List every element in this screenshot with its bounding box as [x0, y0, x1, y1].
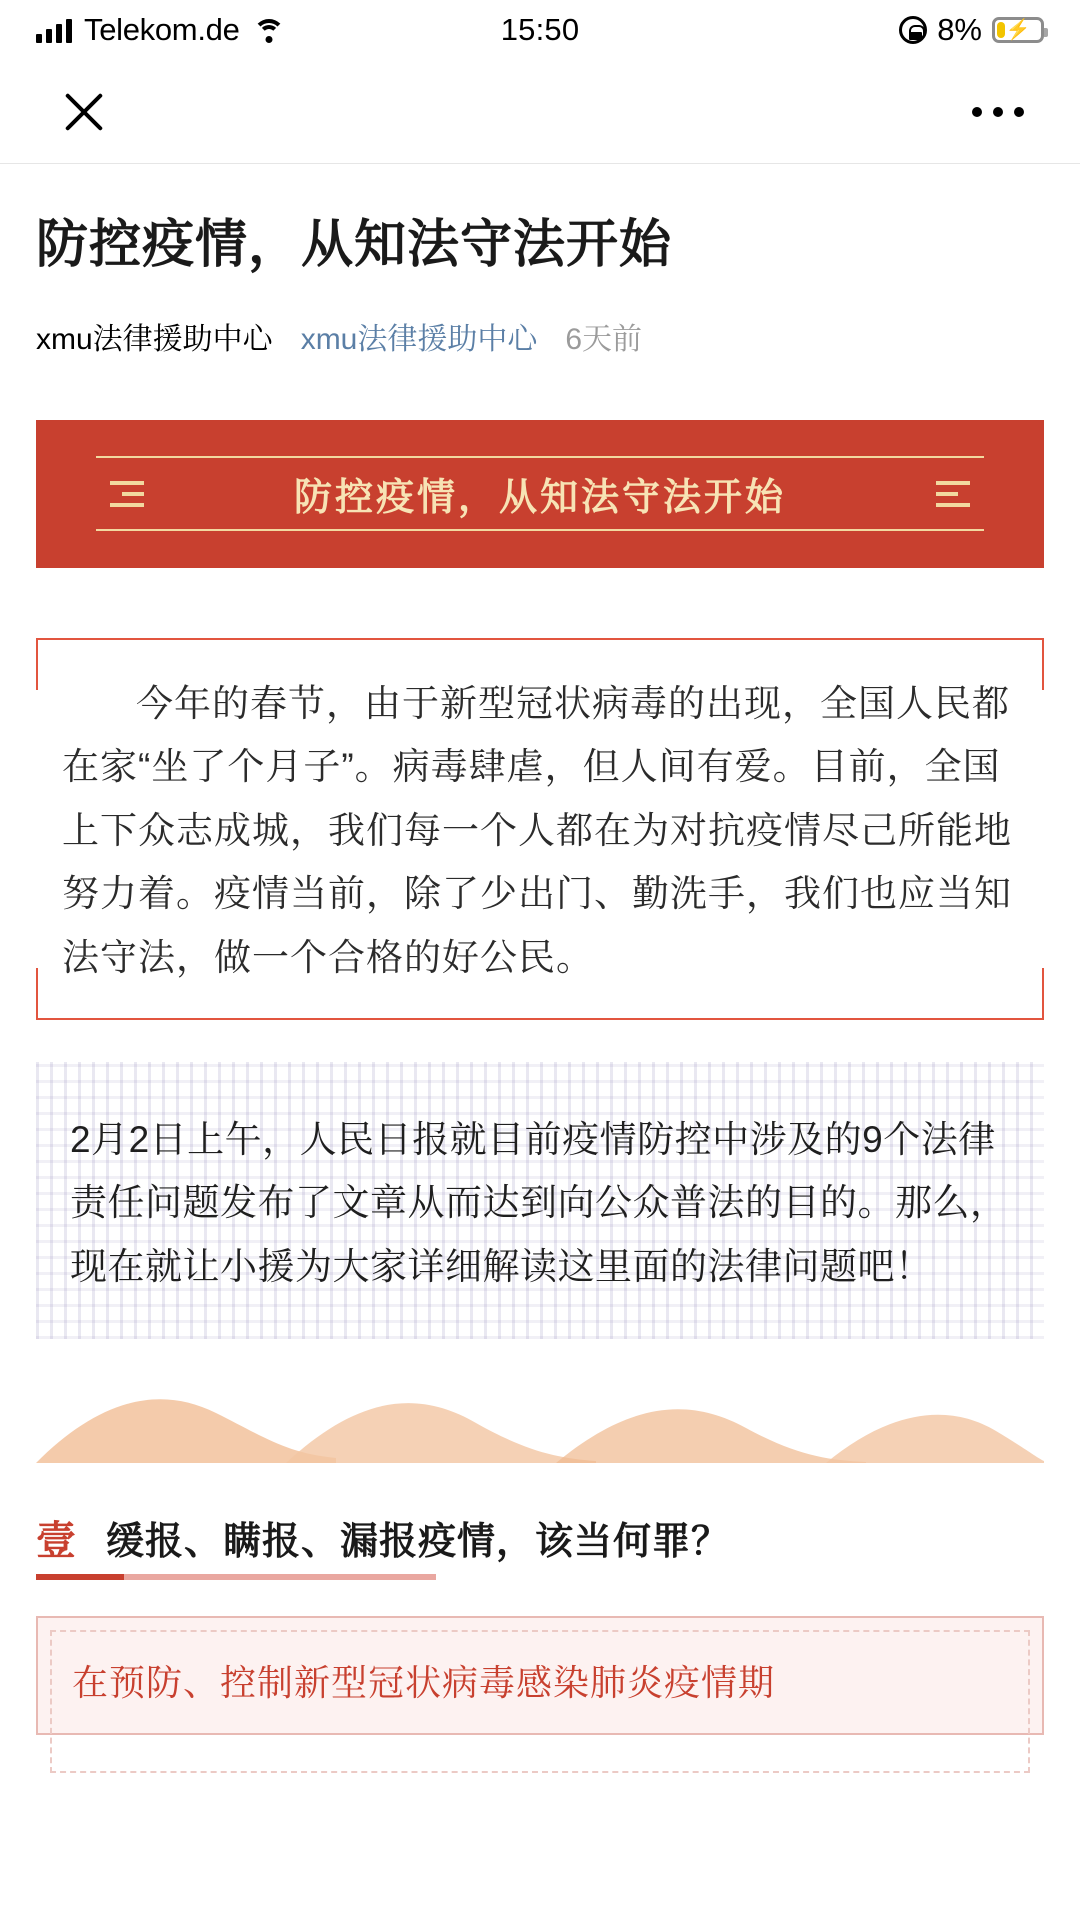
intro-paragraph-block	[36, 1062, 1044, 1339]
article-container	[0, 212, 1080, 1735]
section-header	[36, 1509, 1044, 1580]
battery-percent-label: 8%	[937, 12, 982, 47]
navigation-bar	[0, 60, 1080, 164]
article-meta	[36, 314, 1044, 358]
corner-decoration-icon	[1042, 968, 1044, 1020]
corner-decoration-icon	[36, 968, 38, 1020]
corner-decoration-icon	[36, 638, 38, 690]
status-time: 15:50	[500, 12, 580, 47]
battery-charging-icon: ⚡	[992, 17, 1044, 43]
banner-title: 防控疫情，从知法守法开始	[268, 466, 812, 521]
banner-tick-left-icon	[104, 481, 150, 507]
article-author: xmu法律援助中心	[36, 322, 273, 356]
article-banner	[36, 420, 1044, 568]
corner-decoration-icon	[1042, 638, 1044, 690]
section-underline	[36, 1574, 436, 1580]
article-timestamp: 6天前	[565, 322, 643, 356]
more-options-icon[interactable]	[972, 107, 1024, 117]
banner-tick-right-icon	[930, 481, 976, 507]
article-account-link[interactable]: xmu法律援助中心	[300, 322, 538, 356]
status-bar	[0, 0, 1080, 60]
carrier-label: Telekom.de	[84, 12, 240, 47]
mountain-divider-icon	[36, 1343, 1044, 1463]
rotation-lock-icon	[899, 16, 927, 44]
section-number: 壹	[36, 1518, 76, 1563]
page-title: 防控疫情，从知法守法开始	[36, 216, 673, 274]
intro-quote-block	[36, 638, 1044, 1020]
highlight-card	[36, 1616, 1044, 1735]
intro-paragraph-text: 2月2日上午，人民日报就目前疫情防控中涉及的9个法律责任问题发布了文章从而达到向公众普法的目的。那么，现在就让小援为大家详细解读这里面的法律问题吧！	[70, 1118, 1008, 1287]
highlight-card-text: 在预防、控制新型冠状病毒感染肺炎疫情期	[72, 1661, 776, 1703]
close-icon[interactable]	[56, 84, 112, 140]
section-title: 缓报、瞒报、漏报疫情，该当何罪？	[106, 1520, 731, 1563]
intro-quote-text: 今年的春节，由于新型冠状病毒的出现，全国人民都在家“坐了个月子”。病毒肆虐，但人间有爱。目前，全国上下众志成城，我们每一个人都在为对抗疫情尽己所能地努力着。疫情当前，除了少出门、勤洗手，我们也应当知法守法，做一个合格的好公民。	[62, 682, 1012, 979]
